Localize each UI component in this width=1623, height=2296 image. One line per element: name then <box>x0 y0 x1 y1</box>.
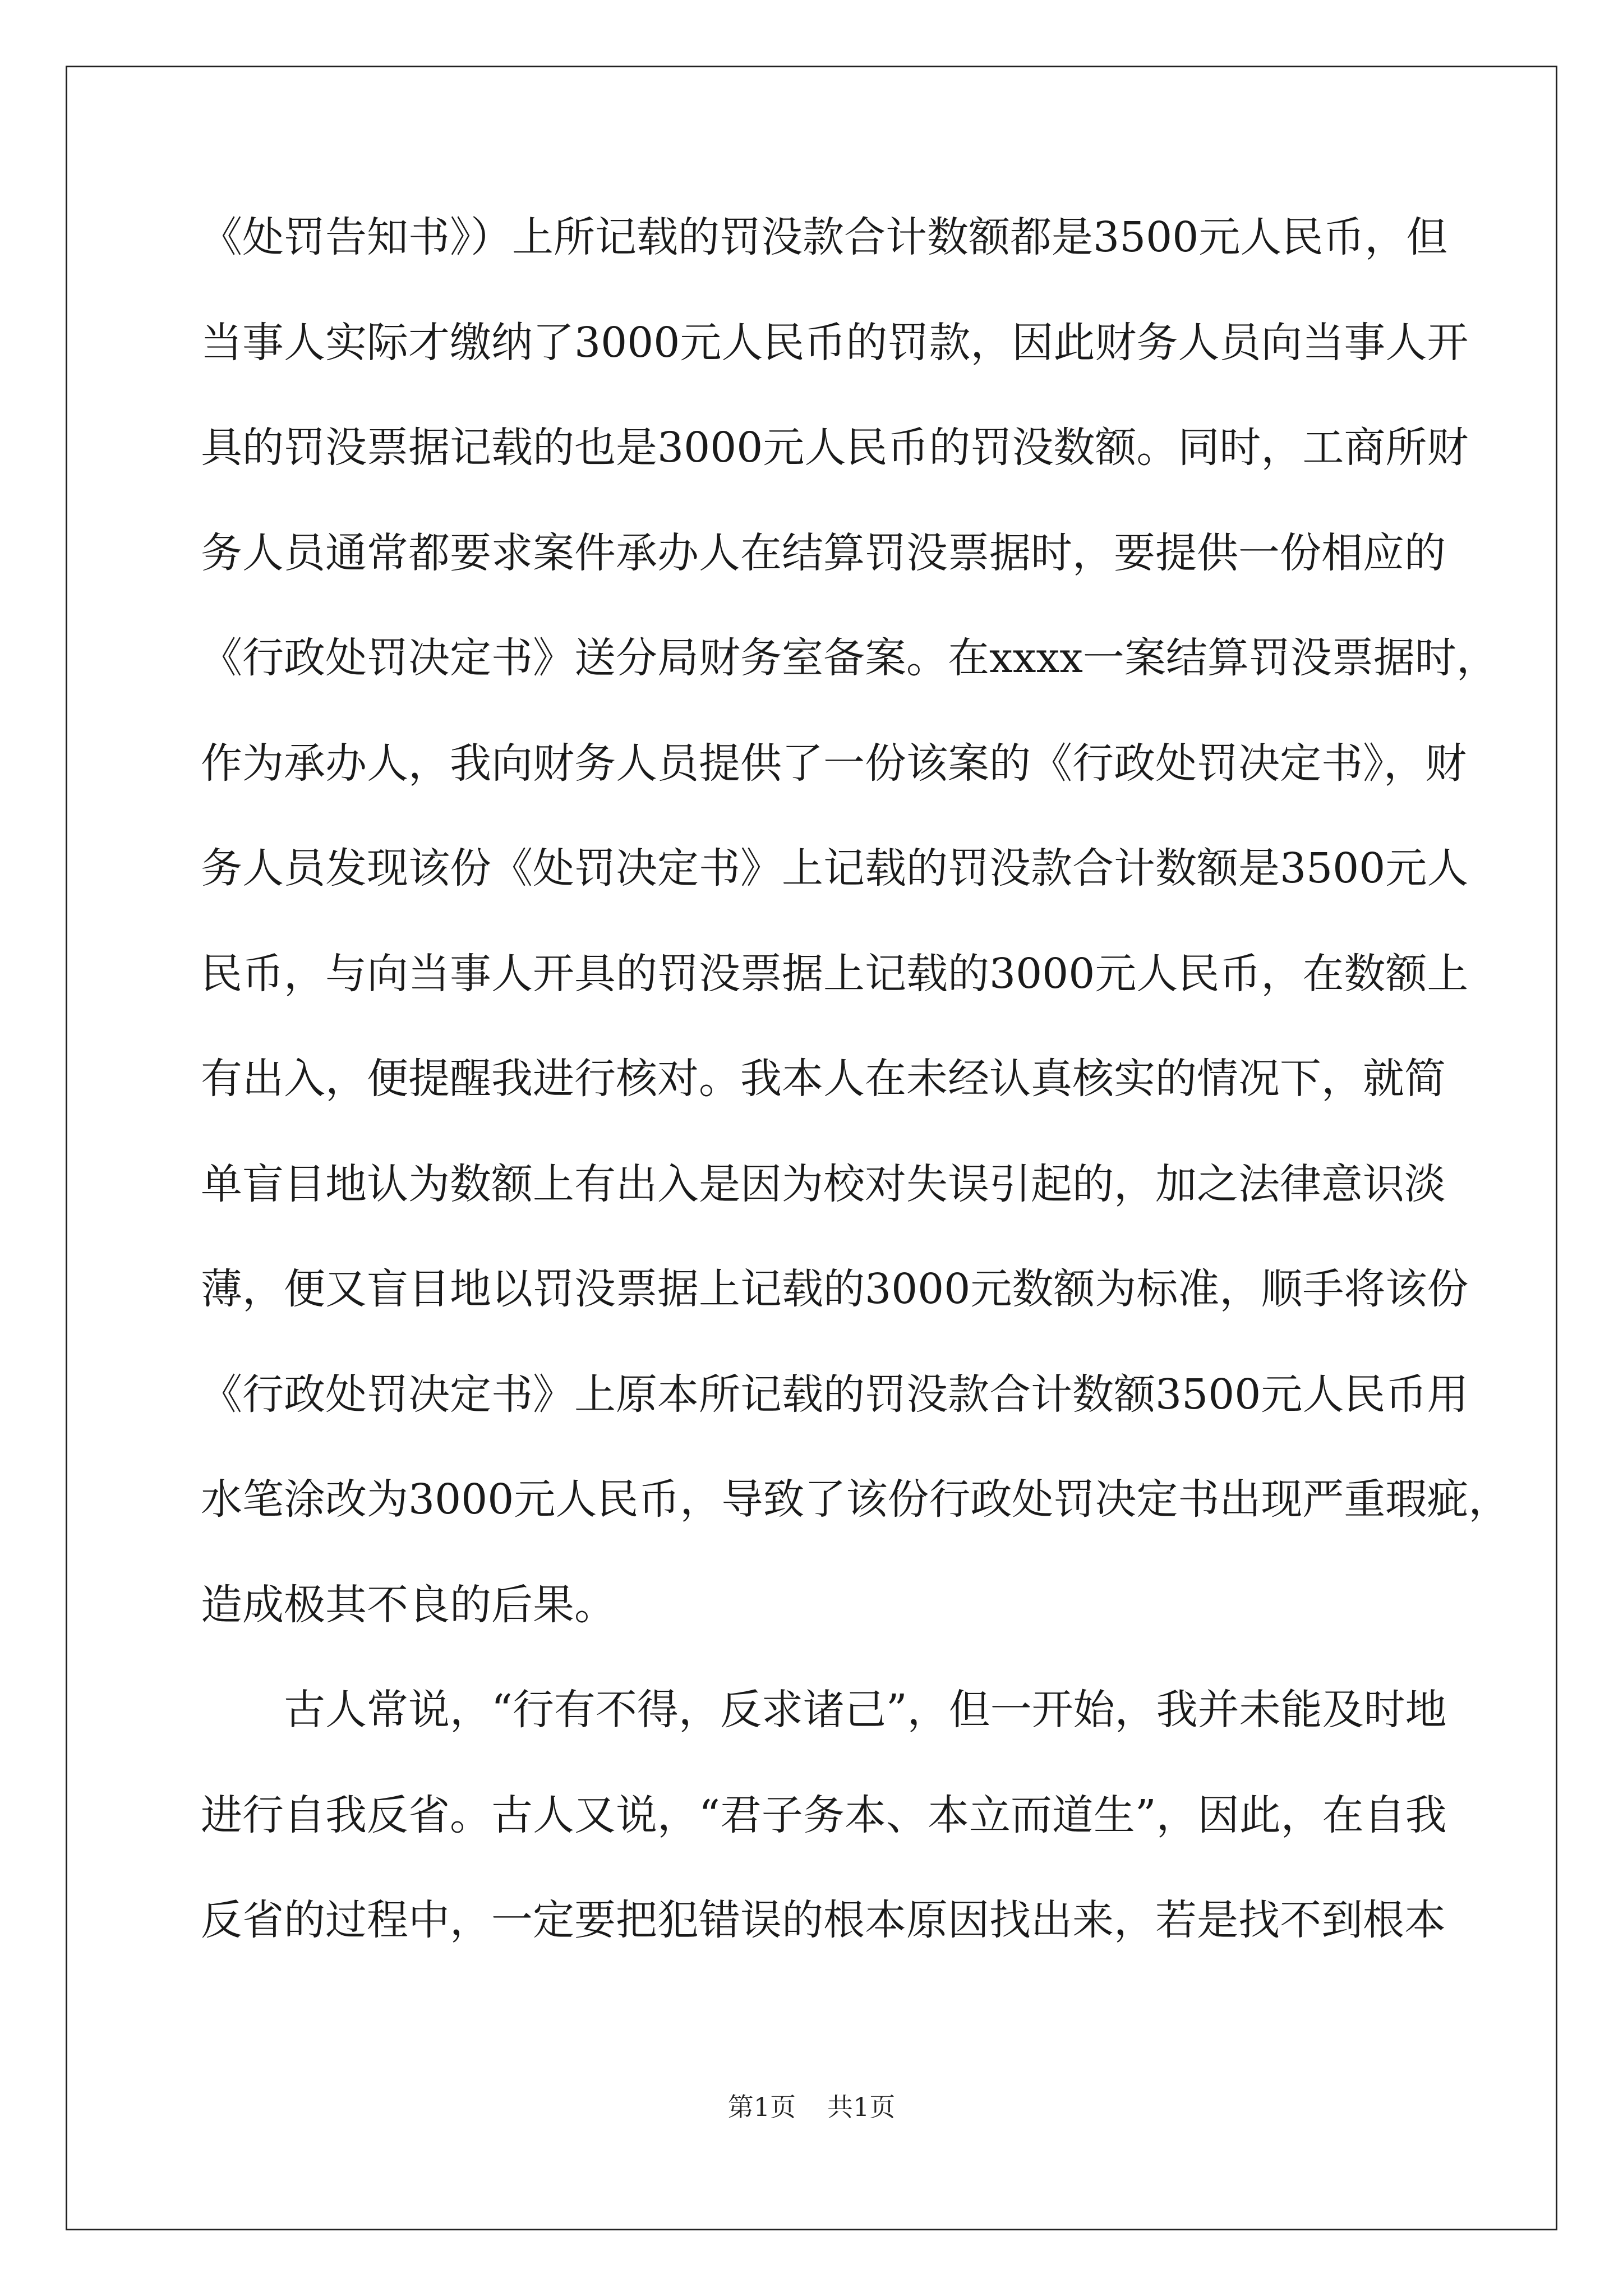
text-line: 反省的过程中，一定要把犯错误的根本原因找出来，若是找不到根本 <box>201 1896 1446 1944</box>
text-line: 水笔涂改为3000元人民币，导致了该份行政处罚决定书出现严重瑕疵， <box>201 1475 1510 1524</box>
text-line: 进行自我反省。古人又说，“君子务本、本立而道生”，因此，在自我 <box>201 1791 1447 1839</box>
page-number: 第1页 <box>727 2092 796 2122</box>
text-line: 作为承办人，我向财务人员提供了一份该案的《行政处罚决定书》，财 <box>201 739 1467 788</box>
text-line: 《行政处罚决定书》送分局财务室备案。在xxxx一案结算罚没票据时， <box>201 634 1498 682</box>
document-body <box>201 185 1510 1973</box>
text-line: 《行政处罚决定书》上原本所记载的罚没款合计数额3500元人民币用 <box>201 1370 1469 1419</box>
text-line: 具的罚没票据记载的也是3000元人民币的罚没数额。同时，工商所财 <box>201 424 1469 472</box>
text-line: 单盲目地认为数额上有出入是因为校对失误引起的，加之法律意识淡 <box>201 1159 1446 1208</box>
page-footer <box>0 2087 1623 2124</box>
text-line: 务人员发现该份《处罚决定书》上记载的罚没款合计数额是3500元人 <box>201 844 1469 892</box>
text-line: 有出入，便提醒我进行核对。我本人在未经认真核实的情况下，就简 <box>201 1055 1446 1103</box>
text-line: 薄，便又盲目地以罚没票据上记载的3000元数额为标准，顺手将该份 <box>201 1265 1469 1313</box>
page-total: 共1页 <box>827 2092 896 2122</box>
text-line: 务人员通常都要求案件承办人在结算罚没票据时，要提供一份相应的 <box>201 528 1446 577</box>
paragraph-start-line: 古人常说，“行有不得，反求诸己”，但一开始，我并未能及时地 <box>284 1686 1447 1734</box>
text-line: 造成极其不良的后果。 <box>201 1580 616 1629</box>
text-line: 当事人实际才缴纳了3000元人民币的罚款，因此财务人员向当事人开 <box>201 318 1469 367</box>
text-line: 民币，与向当事人开具的罚没票据上记载的3000元人民币，在数额上 <box>201 949 1469 998</box>
text-line: 《处罚告知书》）上所记载的罚没款合计数额都是3500元人民币，但 <box>201 213 1448 261</box>
